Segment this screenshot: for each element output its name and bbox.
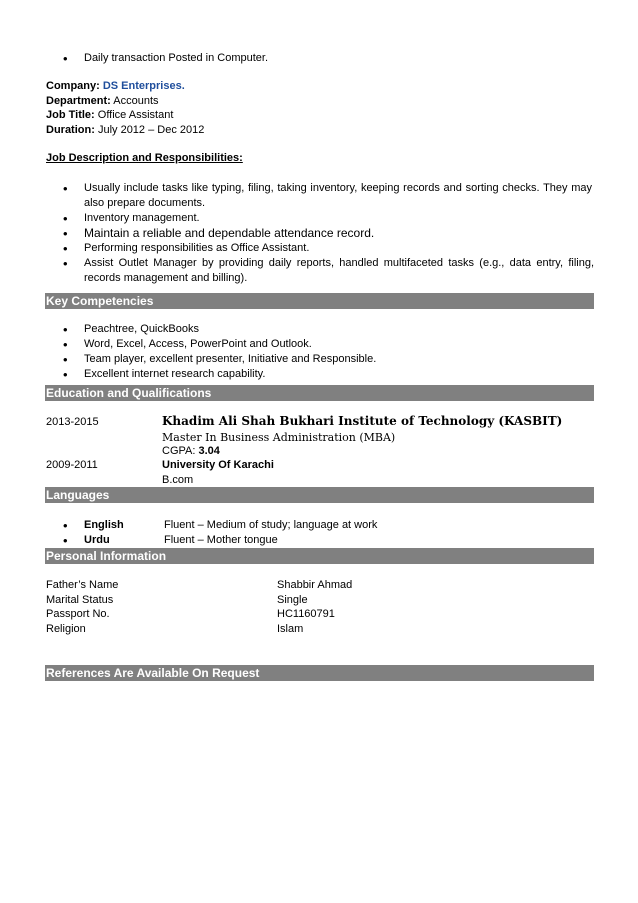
personal-label: Passport No. (46, 608, 110, 620)
list-item: • Team player, excellent presenter, Initiative and Responsible. (46, 352, 594, 367)
personal-value: Single (277, 594, 308, 606)
list-item: • Daily transaction Posted in Computer. (46, 51, 594, 66)
responsibilities-list (46, 181, 594, 286)
education-degree: Master In Business Administration (MBA) (162, 431, 396, 444)
gpa-value: 3.04 (198, 445, 220, 457)
list-item: • Word, Excel, Access, PowerPoint and Outlook. (46, 337, 594, 352)
language-name: Urdu (84, 534, 110, 546)
job-title-line (46, 108, 173, 123)
competencies-list (46, 322, 594, 382)
duration-line (46, 123, 204, 138)
list-item: • Maintain a reliable and dependable attendance record. (46, 226, 594, 241)
company-line (46, 79, 185, 94)
education-institution: University Of Karachi (162, 459, 274, 471)
list-item: • Excellent internet research capability. (46, 367, 594, 382)
education-degree: B.com (162, 474, 194, 486)
education-gpa (162, 444, 220, 459)
education-years: 2013-2015 (46, 416, 99, 428)
personal-value: HC1160791 (277, 608, 335, 620)
department-label: Department: (46, 95, 111, 107)
section-heading-personal-information: Personal Information (45, 548, 594, 564)
list-item: • Inventory management. (46, 211, 594, 226)
language-name: English (84, 519, 124, 531)
list-item (46, 518, 594, 533)
personal-label: Marital Status (46, 594, 114, 606)
list-item: • Peachtree, QuickBooks (46, 322, 594, 337)
list-item (46, 533, 594, 548)
list-item: • Usually include tasks like typing, filing, taking inventory, keeping records and sorting checks. They may also prepare documents. (46, 181, 594, 211)
section-heading-key-competencies: Key Competencies (45, 293, 594, 309)
top-bullet-list (46, 51, 594, 66)
personal-value: Shabbir Ahmad (277, 579, 353, 591)
job-title-label: Job Title: (46, 109, 95, 121)
department-value: Accounts (113, 95, 159, 107)
personal-value: Islam (277, 623, 304, 635)
education-years: 2009-2011 (46, 459, 98, 471)
responsibilities-heading: Job Description and Responsibilities: (46, 152, 243, 164)
language-level: Fluent – Mother tongue (164, 534, 278, 546)
personal-label: Religion (46, 623, 86, 635)
duration-label: Duration: (46, 124, 95, 136)
section-heading-languages: Languages (45, 487, 594, 503)
personal-label: Father’s Name (46, 579, 119, 591)
section-heading-references: References Are Available On Request (45, 665, 594, 681)
language-level: Fluent – Medium of study; language at work (164, 519, 378, 531)
section-heading-education: Education and Qualifications (45, 385, 594, 401)
job-title-value: Office Assistant (97, 109, 174, 121)
company-label: Company: (46, 80, 100, 92)
list-item: • Assist Outlet Manager by providing daily reports, handled multifaceted tasks (e.g., data entry, filing, records management and billing). (46, 256, 594, 286)
gpa-label: CGPA: (162, 445, 196, 457)
list-item: • Performing responsibilities as Office Assistant. (46, 241, 594, 256)
department-line (46, 94, 159, 109)
duration-value: July 2012 – Dec 2012 (97, 124, 205, 136)
education-institution: Khadim Ali Shah Bukhari Institute of Technology (KASBIT) (162, 414, 563, 428)
company-value: DS Enterprises. (102, 80, 185, 92)
languages-list (46, 518, 594, 548)
